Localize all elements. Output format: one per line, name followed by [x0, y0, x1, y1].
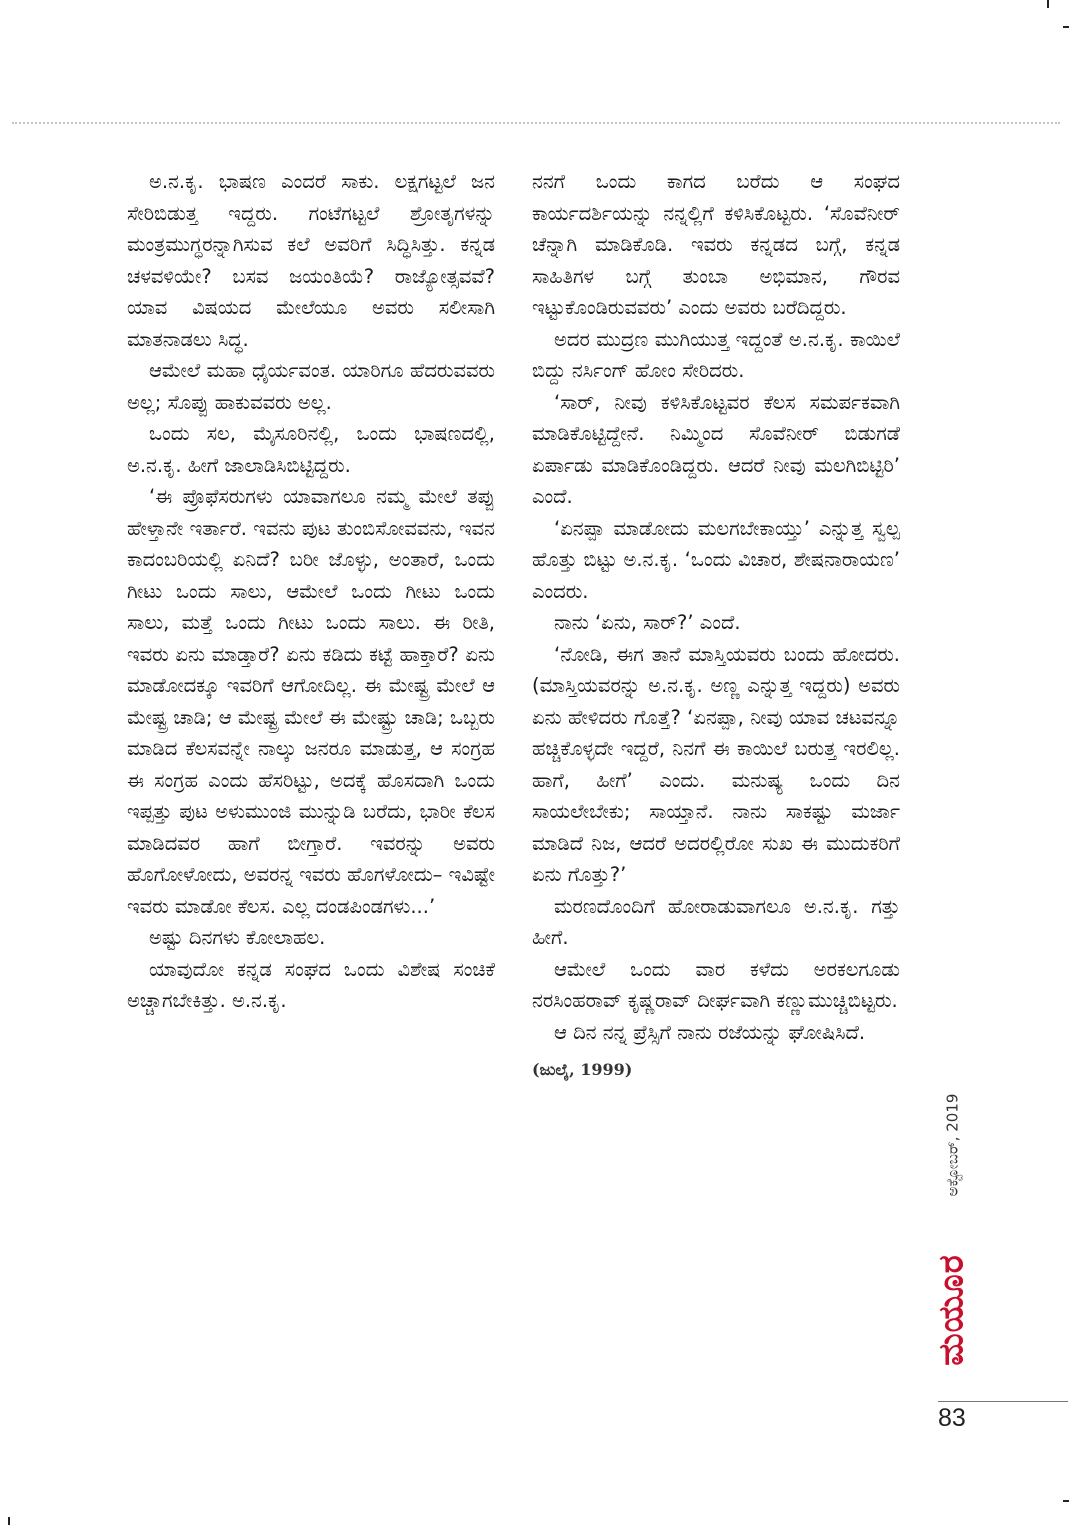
page-number: 83 [938, 1404, 966, 1432]
paragraph: ‘ಏನಪ್ಪಾ ಮಾಡೋದು ಮಲಗಬೇಕಾಯ್ತು’ ಎನ್ನುತ್ತ ಸ್ವಲ್ಪ ಹೊತ್ತು ಬಿಟ್ಟು ಅ.ನ.ಕೃ. ‘ಒಂದು ವಿಚಾರ, ಶೇಷನಾರಾಯಣ’ ಎಂದರು. [532, 516, 900, 603]
paragraph: ಅದರ ಮುದ್ರಣ ಮುಗಿಯುತ್ತ ಇದ್ದಂತೆ ಅ.ನ.ಕೃ. ಕಾಯಿಲೆ ಬಿದ್ದು ನರ್ಸಿಂಗ್ ಹೋಂ ಸೇರಿದರು. [532, 327, 900, 382]
paragraph: ನಾನು ‘ಏನು, ಸಾರ್?’ ಎಂದೆ. [554, 611, 741, 634]
paragraph: ಯಾವುದೋ ಕನ್ನಡ ಸಂಘದ ಒಂದು ವಿಶೇಷ ಸಂಚಿಕೆ ಅಚ್ಚಾಗಬೇಕಿತ್ತು. ಅ.ನ.ಕೃ. [127, 957, 495, 1012]
paragraph: ‘ಈ ಪ್ರೊಫೆಸರುಗಳು ಯಾವಾಗಲೂ ನಮ್ಮ ಮೇಲೆ ತಪ್ಪು ಹೇಳ್ತಾನೇ ಇರ್ತಾರೆ. ಇವನು ಪುಟ ತುಂಬಿಸೋವವನು, ಇವನ ಕಾದಂಬರಿಯಲ್ಲಿ ಏನಿದೆ? ಬರೀ ಜೊಳ್ಳು, ಅಂತಾರೆ, ಒಂದು ಗೀಟು ಒಂದು ಸಾಲು, ಆಮೇಲೆ ಒಂದು ಗೀಟು ಒಂದು ಸಾಲು, ಮತ್ತೆ ಒಂದು ಗೀಟು ಒಂದು ಸಾಲು. ಈ ರೀತಿ, ಇವರು ಏನು ಮಾಡ್ತಾರೆ? ಏನು ಕಡಿದು ಕಟ್ಟೆ ಹಾಕ್ತಾರೆ? ಏನು ಮಾಡೋದಕ್ಕೂ ಇವರಿಗೆ ಆಗೋದಿಲ್ಲ. ಈ ಮೇಷ್ಟ್ರ ಮೇಲೆ ಆ ಮೇಷ್ಟ್ರ ಚಾಡಿ; ಆ ಮೇಷ್ಟ್ರ ಮೇಲೆ ಈ ಮೇಷ್ಟ್ರು ಚಾಡಿ; ಒಬ್ಬರು ಮಾಡಿದ ಕೆಲಸವನ್ನೇ ನಾಲ್ಕು ಜನರೂ ಮಾಡುತ್ತ, ಆ ಸಂಗ್ರಹ ಈ ಸಂಗ್ರಹ ಎಂದು ಹೆಸರಿಟ್ಟು, ಅದಕ್ಕೆ ಹೊಸದಾಗಿ ಒಂದು ಇಪ್ಪತ್ತು ಪುಟ ಅಳುಮುಂಜಿ ಮುನ್ನುಡಿ ಬರೆದು, ಭಾರೀ ಕೆಲಸ ಮಾಡಿದವರ ಹಾಗೆ ಬೀಗ್ತಾರೆ. ಇವರನ್ನು ಅವರು ಹೊಗೋಳೋದು, ಅವರನ್ನ ಇವರು ಹೊಗಳೋದು– ಇವಿಷ್ಟೇ ಇವರು ಮಾಡೋ ಕೆಲಸ. ಎಲ್ಲ ದಂಡಪಿಂಡಗಳು...’ [127, 485, 495, 918]
crop-mark-bottom-left [8, 1517, 10, 1525]
magazine-logo-text: ಮಯೂರ [932, 1254, 972, 1366]
crop-mark-bottom-right [1063, 1500, 1069, 1502]
issue-date-wrapper [932, 1070, 972, 1220]
magazine-sidebar [932, 1070, 972, 1390]
paragraph: ಅಷ್ಟು ದಿನಗಳು ಕೋಲಾಹಲ. [149, 926, 326, 949]
paragraph: ‘ನೋಡಿ, ಈಗ ತಾನೆ ಮಾಸ್ತಿಯವರು ಬಂದು ಹೋದರು. (ಮಾಸ್ತಿಯವರನ್ನು ಅ.ನ.ಕೃ. ಅಣ್ಣ ಎನ್ನುತ್ತ ಇದ್ದರು) ಅವರು ಏನು ಹೇಳಿದರು ಗೊತ್ತೆ? ‘ಏನಪ್ಪಾ, ನೀವು ಯಾವ ಚಟವನ್ನೂ ಹಚ್ಚಿಕೊಳ್ಳದೇ ಇದ್ದರೆ, ನಿನಗೆ ಈ ಕಾಯಿಲೆ ಬರುತ್ತ ಇರಲಿಲ್ಲ. ಹಾಗೆ, ಹೀಗೆ’ ಎಂದು. ಮನುಷ್ಯ ಒಂದು ದಿನ ಸಾಯಲೇಬೇಕು; ಸಾಯ್ತಾನೆ. ನಾನು ಸಾಕಷ್ಟು ಮರ್ಜಾ ಮಾಡಿದೆ ನಿಜ, ಆದರೆ ಅದರಲ್ಲಿರೋ ಸುಖ ಈ ಮುದುಕರಿಗೆ ಏನು ಗೊತ್ತು?’ [532, 642, 900, 886]
article-signoff-date: (ಜುಲೈ, 1999) [532, 1060, 633, 1079]
paragraph: ಆಮೇಲೆ ಒಂದು ವಾರ ಕಳೆದು ಅರಕಲಗೂಡು ನರಸಿಂಹರಾವ್ ಕೃಷ್ಣರಾವ್ ದೀರ್ಘವಾಗಿ ಕಣ್ಣುಮುಚ್ಚಿಬಿಟ್ಟರು. [532, 957, 900, 1012]
crop-mark-right-top [1063, 26, 1069, 28]
magazine-logo [932, 1235, 972, 1385]
paragraph: ‘ಸಾರ್, ನೀವು ಕಳಿಸಿಕೊಟ್ಟವರ ಕೆಲಸ ಸಮರ್ಪಕವಾಗಿ ಮಾಡಿಕೊಟ್ಟಿದ್ದೇನೆ. ನಿಮ್ಮಿಂದ ಸೊವೆನೀರ್ ಬಿಡುಗಡೆ ಏರ್ಪಾಡು ಮಾಡಿಕೊಂಡಿದ್ದರು. ಆದರೆ ನೀವು ಮಲಗಿಬಿಟ್ಟಿರಿ’ ಎಂದೆ. [532, 390, 900, 508]
paragraph: ಮರಣದೊಂದಿಗೆ ಹೋರಾಡುವಾಗಲೂ ಅ.ನ.ಕೃ. ಗತ್ತು ಹೀಗೆ. [532, 894, 900, 949]
crop-mark-top [1047, 0, 1049, 8]
paragraph: ಆ ದಿನ ನನ್ನ ಪ್ರೆಸ್ಸಿಗೆ ನಾನು ರಜೆಯನ್ನು ಘೋಷಿಸಿದೆ. [554, 1020, 866, 1044]
issue-date: ಅಕ್ಟೋಬರ್, 2019 [943, 1093, 961, 1197]
article-column-right [532, 166, 900, 1086]
paragraph: ಒಂದು ಸಲ, ಮೈಸೂರಿನಲ್ಲಿ, ಒಂದು ಭಾಷಣದಲ್ಲಿ, ಅ.ನ.ಕೃ. ಹೀಗೆ ಜಾಲಾಡಿಸಿಬಿಟ್ಟಿದ್ದರು. [127, 422, 495, 477]
paragraph: ನನಗೆ ಒಂದು ಕಾಗದ ಬರೆದು ಆ ಸಂಘದ ಕಾರ್ಯದರ್ಶಿಯನ್ನು ನನ್ನಲ್ಲಿಗೆ ಕಳಿಸಿಕೊಟ್ಟರು. ‘ಸೊವೆನೀರ್ ಚೆನ್ನಾಗಿ ಮಾಡಿಕೊಡಿ. ಇವರು ಕನ್ನಡದ ಬಗ್ಗೆ, ಕನ್ನಡ ಸಾಹಿತಿಗಳ ಬಗ್ಗೆ ತುಂಬಾ ಅಭಿಮಾನ, ಗೌರವ ಇಟ್ಟುಕೊಂಡಿರುವವರು’ ಎಂದು ಅವರು ಬರೆದಿದ್ದರು. [532, 170, 900, 319]
paragraph: ಆಮೇಲೆ ಮಹಾ ಧೈರ್ಯವಂತ. ಯಾರಿಗೂ ಹೆದರುವವರು ಅಲ್ಲ; ಸೊಪ್ಪು ಹಾಕುವವರು ಅಲ್ಲ. [127, 359, 495, 414]
header-dotted-rule [12, 122, 1060, 124]
article-column-left [127, 166, 495, 1017]
paragraph: ಅ.ನ.ಕೃ. ಭಾಷಣ ಎಂದರೆ ಸಾಕು. ಲಕ್ಷಗಟ್ಟಲೆ ಜನ ಸೇರಿಬಿಡುತ್ತ ಇದ್ದರು. ಗಂಟೆಗಟ್ಟಲೆ ಶ್ರೋತೃಗಳನ್ನು ಮಂತ್ರಮುಗ್ಧರನ್ನಾಗಿಸುವ ಕಲೆ ಅವರಿಗೆ ಸಿದ್ಧಿಸಿತ್ತು. ಕನ್ನಡ ಚಳವಳಿಯೇ? ಬಸವ ಜಯಂತಿಯೆ? ರಾಜ್ಯೋತ್ಸವವೆ? ಯಾವ ವಿಷಯದ ಮೇಲೆಯೂ ಅವರು ಸಲೀಸಾಗಿ ಮಾತನಾಡಲು ಸಿದ್ಧ. [127, 170, 495, 351]
page-number-rule [938, 1401, 1068, 1402]
